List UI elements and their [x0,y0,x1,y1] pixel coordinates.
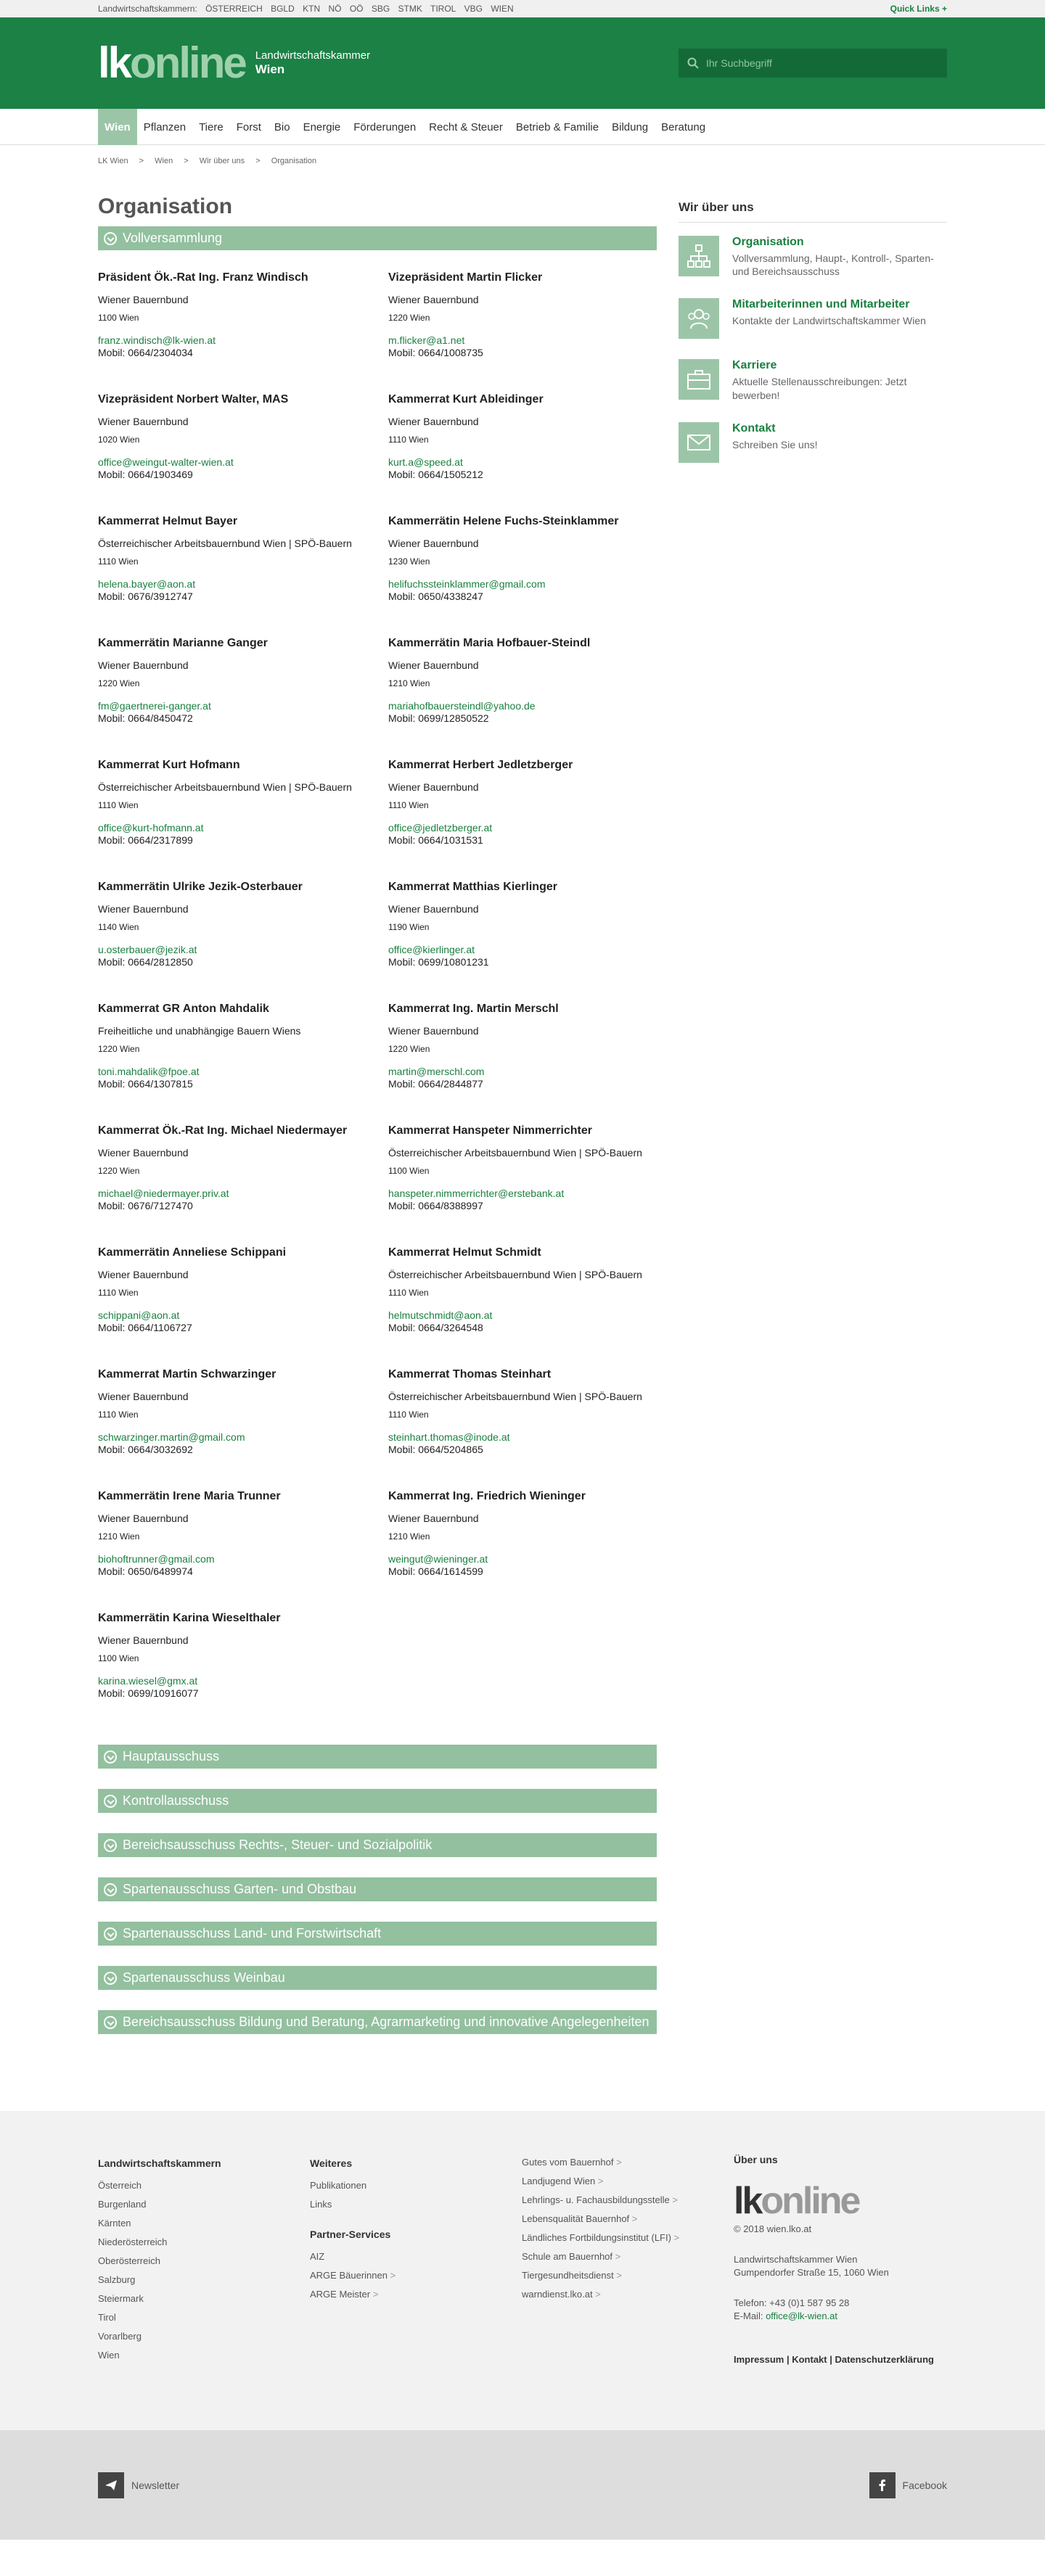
footer-email-link[interactable]: office@lk-wien.at [766,2310,838,2322]
footer-link[interactable] [98,2176,310,2195]
footer-link[interactable] [310,2266,522,2285]
member-email-link[interactable]: karina.wiesel@gmx.at [98,1674,198,1687]
footer-link[interactable] [522,2266,734,2285]
member-card [388,392,657,514]
member-organization: Wiener Bauernbund [98,1634,189,1646]
member-phone: Mobil: 0664/1614599 [388,1565,483,1577]
nav-item[interactable]: Förderungen [353,120,417,133]
member-email-link[interactable]: office@jedletzberger.at [388,821,493,834]
footer-link-label: Links [310,2199,332,2210]
accordion-header[interactable] [98,1922,657,1946]
nav-item[interactable]: Energie [303,120,341,133]
footer-link-label: Burgenland [98,2199,147,2210]
member-phone: Mobil: 0664/1031531 [388,834,483,846]
member-card [98,392,388,514]
member-zip: 1100 Wien [98,1653,139,1663]
member-phone: Mobil: 0676/7127470 [98,1200,193,1211]
footer-col-more: Weiteres Publikationen Links Partner-Services AIZ ARGE Bäuerinnen > ARGE Meister > [310,2153,522,2366]
member-name: Kammerrat Hanspeter Nimmerrichter [388,1124,592,1137]
member-name: Kammerrätin Maria Hofbauer-Steindl [388,637,591,649]
member-phone: Mobil: 0664/2844877 [388,1078,483,1090]
member-phone: Mobil: 0664/3032692 [98,1444,193,1455]
member-organization: Wiener Bauernbund [388,294,479,305]
member-organization: Wiener Bauernbund [388,538,479,549]
accordion-header[interactable] [98,2010,657,2034]
accordion-header[interactable] [98,1877,657,1901]
chevron-right-icon: > [613,2157,622,2168]
member-name: Kammerrat Herbert Jedletzberger [388,759,573,771]
member-phone: Mobil: 0676/3912747 [98,590,193,602]
footer-link[interactable] [98,2233,310,2252]
chevron-circle-icon [104,2016,117,2029]
member-name: Kammerrat Helmut Schmidt [388,1246,541,1259]
member-zip: 1230 Wien [388,556,430,567]
member-phone: Mobil: 0664/2304034 [98,347,193,358]
member-email-link[interactable]: toni.mahdalik@fpoe.at [98,1065,200,1077]
footer-link[interactable] [98,2308,310,2327]
member-card [388,636,657,758]
member-organization: Wiener Bauernbund [98,294,189,305]
member-phone: Mobil: 0650/6489974 [98,1565,193,1577]
footer-link[interactable] [522,2229,734,2247]
legal-links[interactable]: Impressum | Kontakt | Datenschutzerklärung [734,2353,935,2365]
member-email-link[interactable]: schwarzinger.martin@gmail.com [98,1431,245,1443]
chevron-right-icon: > [669,2194,679,2205]
member-card [388,1367,657,1489]
footer-link-label: Landjugend Wien [522,2176,596,2186]
member-name: Kammerrat Matthias Kierlinger [388,881,557,893]
sidebar-item-kontakt[interactable] [679,422,947,463]
page-title: Organisation [98,194,233,218]
member-zip: 1020 Wien [98,434,140,445]
member-phone: Mobil: 0664/2317899 [98,834,193,846]
chevron-circle-icon [104,1839,117,1852]
member-name: Kammerrat Kurt Hofmann [98,759,240,771]
footer-col-partners [522,2153,734,2366]
org-chart-icon [679,236,719,276]
member-name: Vizepräsident Norbert Walter, MAS [98,393,289,406]
member-name: Kammerrätin Marianne Ganger [98,637,268,649]
member-organization: Wiener Bauernbund [388,1025,479,1037]
sidebar-item-text [732,236,947,278]
member-organization: Österreichischer Arbeitsbauernbund Wien | SPÖ-Bauern [388,1269,642,1280]
footer-link[interactable] [522,2153,734,2172]
member-organization: Wiener Bauernbund [98,1147,189,1159]
member-zip: 1110 Wien [388,1409,429,1420]
chamber-link[interactable]: STMK [398,4,422,14]
chamber-label: Landwirtschaftskammern: [98,4,197,14]
member-name: Kammerrat Ing. Martin Merschl [388,1003,559,1015]
member-phone: Mobil: 0699/12850522 [388,712,489,724]
member-name: Kammerrat Martin Schwarzinger [98,1368,276,1380]
accordion-label: Hauptausschuss [123,1749,220,1764]
member-organization: Wiener Bauernbund [388,1513,479,1524]
chamber-link[interactable]: OÖ [349,4,364,14]
nav-item[interactable]: Bio [274,120,290,133]
member-zip: 1210 Wien [98,1531,140,1542]
member-email-link[interactable]: biohoftrunner@gmail.com [98,1552,215,1565]
member-zip: 1220 Wien [388,312,430,323]
member-zip: 1100 Wien [388,1165,430,1176]
accordion-label: Bereichsausschuss Bildung und Beratung, Agrarmarketing und innovative Angelegenheiten [123,2015,649,2029]
chamber-link[interactable]: BGLD [271,4,295,14]
sidebar-item-desc: Vollversammlung, Haupt-, Kontroll-, Sparten- und Bereichsausschuss [732,252,934,278]
footer-link-label: Tiergesundheitsdienst [522,2270,614,2281]
chamber-links [98,4,520,14]
member-organization: Wiener Bauernbund [388,659,479,671]
member-zip: 1220 Wien [388,1043,430,1054]
member-zip: 1110 Wien [388,1287,429,1298]
facebook-icon [869,2472,896,2498]
member-name: Kammerrätin Helene Fuchs-Steinklammer [388,515,619,527]
breadcrumb-link[interactable]: LK Wien [98,157,128,165]
footer-link[interactable] [310,2195,522,2214]
accordion-label: Spartenausschuss Garten- und Obstbau [123,1882,357,1896]
footer-link[interactable] [310,2247,522,2266]
member-organization: Österreichischer Arbeitsbauernbund Wien | SPÖ-Bauern [98,538,352,549]
member-phone: Mobil: 0664/5204865 [388,1444,483,1455]
member-email-link[interactable]: u.osterbauer@jezik.at [98,943,197,955]
footer-link[interactable] [98,2271,310,2289]
member-name: Kammerrat Thomas Steinhart [388,1368,552,1380]
sidebar-item-desc: Schreiben Sie uns! [732,438,818,450]
newsletter-link[interactable]: Newsletter [98,2472,179,2498]
people-icon [679,298,719,339]
chevron-right-icon: > [592,2289,601,2300]
sidebar-item-text [732,422,818,463]
member-email-link[interactable]: helena.bayer@aon.at [98,577,196,590]
member-organization: Österreichischer Arbeitsbauernbund Wien | SPÖ-Bauern [388,1391,642,1402]
chevron-right-icon: > [671,2232,680,2243]
member-name: Kammerrat Kurt Ableidinger [388,393,544,406]
briefcase-icon [679,359,719,400]
footer-link-label: Publikationen [310,2180,367,2191]
quick-links-button[interactable]: Quick Links + [890,4,947,14]
chevron-right-icon: > [629,2213,638,2224]
breadcrumb: LK Wien > Wien > Wir über uns > Organisation [98,157,317,165]
member-card [388,1124,657,1246]
member-zip: 1110 Wien [98,799,139,810]
footer-link-label: Ländliches Fortbildungsinstitut (LFI) [522,2232,671,2243]
chevron-right-icon: > [612,2251,621,2262]
sidebar [679,194,947,2054]
member-phone: Mobil: 0664/1505212 [388,469,483,480]
footer-link-label: Salzburg [98,2274,136,2285]
member-card [388,758,657,880]
member-phone: Mobil: 0699/10801231 [388,956,489,968]
member-phone: Mobil: 0664/1307815 [98,1078,193,1090]
nav-item[interactable]: Tiere [199,120,224,133]
chevron-circle-icon [104,1972,117,1985]
member-zip: 1110 Wien [388,434,429,445]
chamber-link[interactable]: SBG [371,4,390,14]
nav-item[interactable]: Betrieb & Familie [515,120,599,133]
chevron-circle-icon [104,1795,117,1808]
footer-link[interactable] [98,2289,310,2308]
member-phone: Mobil: 0664/3264548 [388,1322,483,1333]
footer-link-label: Lebensqualität Bauernhof [522,2213,630,2224]
accordion-header[interactable] [98,1789,657,1813]
member-zip: 1220 Wien [98,1165,140,1176]
member-card [388,880,657,1002]
footer-link-label: ARGE Bäuerinnen [310,2270,388,2281]
accordion-label: Spartenausschuss Weinbau [123,1970,285,1985]
member-name: Vizepräsident Martin Flicker [388,271,543,284]
member-organization: Wiener Bauernbund [388,416,479,427]
member-card [98,636,388,758]
member-card [98,1489,388,1611]
site-header [0,17,1045,109]
member-name: Kammerrat GR Anton Mahdalik [98,1003,269,1015]
member-email-link[interactable]: office@kurt-hofmann.at [98,821,204,834]
nav-item[interactable]: Pflanzen [143,120,187,133]
member-name: Kammerrat Ing. Friedrich Wieninger [388,1490,586,1502]
footer-link[interactable] [522,2172,734,2191]
sidebar-title: Wir über uns [679,200,947,223]
footer-link-label: AIZ [310,2251,325,2262]
bottom-bar [0,2430,1045,2540]
member-organization: Wiener Bauernbund [388,781,479,793]
sidebar-item-title: Kontakt [732,421,776,435]
search-icon [687,57,699,69]
member-organization: Wiener Bauernbund [98,416,189,427]
member-phone: Mobil: 0664/8388997 [388,1200,483,1211]
member-name: Kammerrat Helmut Bayer [98,515,238,527]
chevron-circle-icon [104,1927,117,1941]
footer-col-about: Über uns lkonline © 2018 wien.lko.at Landwirtschaftskammer Wien Gumpendorfer Straße 15, 1060 Wien Telefon: +43 (0)1 587 95 28 E-Mail: office@lk-wien.at Impressum | Kontakt | Datenschutzerklärung [734,2153,946,2366]
accordion-label: Kontrollausschuss [123,1793,229,1808]
chevron-circle-icon [104,1750,117,1764]
member-zip: 1220 Wien [98,1043,140,1054]
chamber-link[interactable]: ÖSTERREICH [205,4,263,14]
footer-link-label: Kärnten [98,2218,131,2229]
member-organization: Wiener Bauernbund [98,659,189,671]
member-phone: Mobil: 0699/10916077 [98,1687,199,1699]
sidebar-item-desc: Kontakte der Landwirtschaftskammer Wien [732,315,926,327]
member-organization: Wiener Bauernbund [98,1513,189,1524]
member-card [98,1367,388,1489]
sidebar-item-title: Organisation [732,236,804,248]
member-card [98,271,388,392]
sidebar-item-karriere[interactable] [679,359,947,401]
footer-logo[interactable]: lkonline [734,2179,859,2222]
footer-link-label: Tirol [98,2312,116,2323]
paper-plane-icon [98,2472,124,2498]
footer-link-label: Schule am Bauernhof [522,2251,613,2262]
chevron-circle-icon [104,232,117,245]
member-email-link[interactable]: office@kierlinger.at [388,943,475,955]
member-phone: Mobil: 0664/1903469 [98,469,193,480]
member-name: Kammerrat Ök.-Rat Ing. Michael Niedermayer [98,1124,348,1137]
member-email-link[interactable]: helifuchssteinklammer@gmail.com [388,577,546,590]
footer-link-label: ARGE Meister [310,2289,371,2300]
member-card [98,758,388,880]
member-email-link[interactable]: kurt.a@speed.at [388,456,463,468]
member-email-link[interactable]: weingut@wieninger.at [388,1552,488,1565]
member-phone: Mobil: 0650/4338247 [388,590,483,602]
breadcrumb-current: Organisation [271,157,317,165]
chevron-right-icon: > [370,2289,379,2300]
accordion-label: Spartenausschuss Land- und Forstwirtschaft [123,1926,382,1941]
footer-link[interactable] [310,2285,522,2304]
sidebar-item-desc: Aktuelle Stellenausschreibungen: Jetzt bewerben! [732,376,907,401]
member-name: Kammerrätin Irene Maria Trunner [98,1490,281,1502]
member-card [388,1489,657,1611]
member-organization: Österreichischer Arbeitsbauernbund Wien | SPÖ-Bauern [98,781,352,793]
member-email-link[interactable]: hanspeter.nimmerrichter@erstebank.at [388,1187,565,1199]
footer-link[interactable] [98,2327,310,2346]
member-card [98,1124,388,1246]
member-email-link[interactable]: steinhart.thomas@inode.at [388,1431,510,1443]
member-email-link[interactable]: office@weingut-walter-wien.at [98,456,234,468]
member-email-link[interactable]: m.flicker@a1.net [388,334,465,346]
member-phone: Mobil: 0664/8450472 [98,712,193,724]
member-zip: 1110 Wien [98,556,139,567]
member-name: Kammerrätin Karina Wieselthaler [98,1612,281,1624]
member-name: Kammerrätin Ulrike Jezik-Osterbauer [98,881,303,893]
member-zip: 1110 Wien [388,799,429,810]
site-logo[interactable]: lk online Landwirtschaftskammer Wien [98,38,371,87]
member-email-link[interactable]: martin@merschl.com [388,1065,485,1077]
sidebar-item-text [732,298,926,339]
chamber-link[interactable]: TIROL [430,4,456,14]
member-zip: 1110 Wien [98,1287,139,1298]
member-organization: Österreichischer Arbeitsbauernbund Wien | SPÖ-Bauern [388,1147,642,1159]
member-list [98,271,657,1733]
accordion-header[interactable] [98,1745,657,1769]
main-content [98,194,657,2054]
member-card [98,1611,388,1733]
top-bar [0,0,1045,17]
footer-link[interactable] [98,2214,310,2233]
member-phone: Mobil: 0664/1106727 [98,1322,192,1333]
breadcrumb-link[interactable]: Wien [155,157,173,165]
member-email-link[interactable]: fm@gaertnerei-ganger.at [98,699,211,712]
member-card [388,1246,657,1367]
member-email-link[interactable]: michael@niedermayer.priv.at [98,1187,229,1199]
footer-link[interactable] [98,2195,310,2214]
member-card [388,271,657,392]
member-phone: Mobil: 0664/1008735 [388,347,483,358]
chevron-circle-icon [104,1883,117,1896]
chevron-right-icon: > [595,2176,604,2186]
member-zip: 1110 Wien [98,1409,139,1420]
facebook-link[interactable]: Facebook [869,2472,947,2498]
footer-link[interactable] [98,2252,310,2271]
footer-link-label: Niederösterreich [98,2236,168,2247]
member-organization: Wiener Bauernbund [98,903,189,915]
member-zip: 1210 Wien [388,1531,430,1542]
accordion-label: Bereichsausschuss Rechts-, Steuer- und Sozialpolitik [123,1838,433,1852]
footer-link-label: Steiermark [98,2293,144,2304]
chevron-right-icon: > [387,2270,396,2281]
chamber-link[interactable]: NÖ [328,4,342,14]
footer-link[interactable] [310,2176,522,2195]
member-email-link[interactable]: franz.windisch@lk-wien.at [98,334,216,346]
footer-link-label: Gutes vom Bauernhof [522,2157,614,2168]
footer-link-label: Wien [98,2350,120,2361]
sidebar-item-title: Mitarbeiterinnen und Mitarbeiter [732,298,910,311]
member-zip: 1100 Wien [98,312,139,323]
search-placeholder: Ihr Suchbegriff [706,57,772,69]
member-name: Kammerrätin Anneliese Schippani [98,1246,287,1259]
member-name: Präsident Ök.-Rat Ing. Franz Windisch [98,271,308,284]
member-zip: 1140 Wien [98,921,139,932]
footer-link-label: warndienst.lko.at [522,2289,593,2300]
main-nav [0,109,1045,145]
sidebar-item-text [732,359,947,401]
member-zip: 1210 Wien [388,678,430,688]
member-zip: 1190 Wien [388,921,430,932]
footer-link[interactable] [522,2285,734,2304]
member-email-link[interactable]: mariahofbauersteindl@yahoo.de [388,699,536,712]
footer-link-label: Oberösterreich [98,2255,160,2266]
member-email-link[interactable]: schippani@aon.at [98,1309,180,1321]
accordion-header[interactable] [98,1966,657,1990]
search-input[interactable] [679,49,947,78]
member-card [388,514,657,636]
member-zip: 1220 Wien [98,678,140,688]
chevron-right-icon: > [613,2270,622,2281]
member-card [98,514,388,636]
nav-item[interactable]: Bildung [612,120,649,133]
sidebar-item-organisation[interactable] [679,236,947,278]
chamber-link[interactable]: WIEN [491,4,514,14]
logo-subtitle: Landwirtschaftskammer Wien [255,49,371,76]
member-organization: Wiener Bauernbund [388,903,479,915]
sidebar-item-title: Karriere [732,359,777,372]
member-card [98,1002,388,1124]
footer-link-label: Lehrlings- u. Fachausbildungsstelle [522,2194,670,2205]
member-card [98,880,388,1002]
footer-link[interactable] [98,2346,310,2365]
footer-link[interactable] [522,2191,734,2210]
chamber-link[interactable]: VBG [464,4,483,14]
member-card [388,1002,657,1124]
member-email-link[interactable]: helmutschmidt@aon.at [388,1309,493,1321]
breadcrumb-link[interactable]: Wir über uns [199,157,245,165]
footer-link-label: Vorarlberg [98,2331,142,2342]
member-card [98,1246,388,1367]
footer-link[interactable] [522,2210,734,2229]
member-phone: Mobil: 0664/2812850 [98,956,193,968]
nav-item[interactable]: Recht & Steuer [429,120,503,133]
footer-link-label: Österreich [98,2180,142,2191]
envelope-icon [679,422,719,463]
nav-item[interactable]: Wien [98,109,137,145]
nav-item[interactable]: Forst [236,120,261,133]
member-organization: Wiener Bauernbund [98,1391,189,1402]
chamber-link[interactable]: KTN [303,4,321,14]
sidebar-item-mitarbeiterinnen[interactable] [679,298,947,339]
member-organization: Freiheitliche und unabhängige Bauern Wiens [98,1025,301,1037]
accordion-vollversammlung[interactable]: Vollversammlung [98,226,657,250]
footer-col-chambers: Landwirtschaftskammern Österreich Burgenland Kärnten Niederösterreich Oberösterreich Salzburg Steiermark Tirol Vorarlberg Wien [98,2153,310,2366]
nav-item[interactable]: Beratung [661,120,706,133]
member-organization: Wiener Bauernbund [98,1269,189,1280]
footer-link[interactable] [522,2247,734,2266]
accordion-header[interactable] [98,1833,657,1857]
footer [0,2111,1045,2430]
